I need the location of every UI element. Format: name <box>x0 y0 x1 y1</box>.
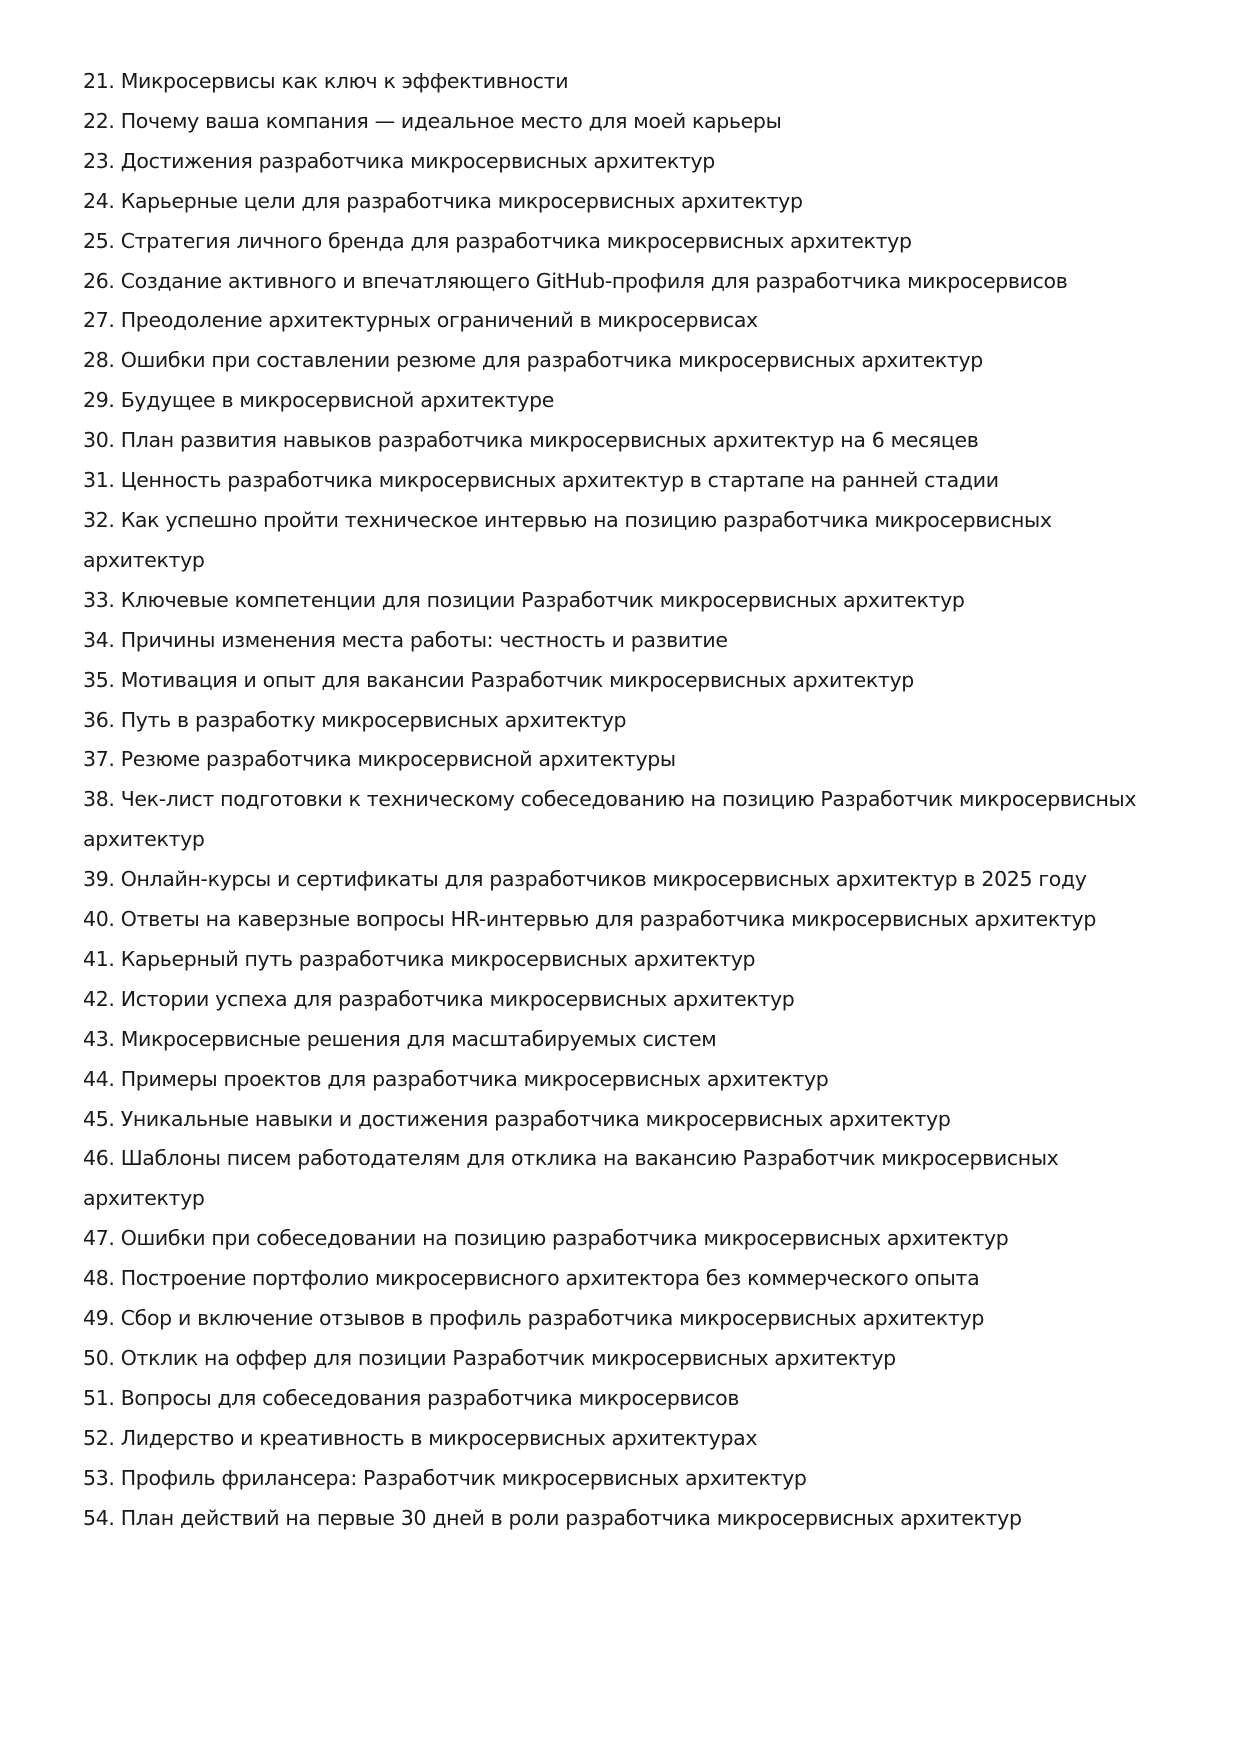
list-item: 23. Достижения разработчика микросервисных архитектур <box>83 148 715 173</box>
list-item: 25. Стратегия личного бренда для разработчика микросервисных архитектур <box>83 228 912 253</box>
list-item: 32. Как успешно пройти техническое интервью на позицию разработчика микросервисных архитектур <box>83 507 1052 572</box>
list-item: 40. Ответы на каверзные вопросы HR-интервью для разработчика микросервисных архитектур <box>83 907 1096 932</box>
list-item: 53. Профиль фрилансера: Разработчик микросервисных архитектур <box>83 1465 807 1490</box>
list-item: 54. План действий на первые 30 дней в роли разработчика микросервисных архитектур <box>83 1505 1022 1530</box>
list-item: 41. Карьерный путь разработчика микросервисных архитектур <box>83 946 756 971</box>
list-item: 30. План развития навыков разработчика микросервисных архитектур на 6 месяцев <box>83 428 979 453</box>
list-item: 28. Ошибки при составлении резюме для разработчика микросервисных архитектур <box>83 348 983 373</box>
list-item: 31. Ценность разработчика микросервисных архитектур в стартапе на ранней стадии <box>83 468 999 493</box>
list-item: 35. Мотивация и опыт для вакансии Разработчик микросервисных архитектур <box>83 667 914 692</box>
list-item: 27. Преодоление архитектурных ограничений в микросервисах <box>83 308 758 333</box>
list-item: 29. Будущее в микросервисной архитектуре <box>83 388 555 413</box>
list-item: 39. Онлайн-курсы и сертификаты для разработчиков микросервисных архитектур в 2025 году <box>83 867 1087 892</box>
list-item: 24. Карьерные цели для разработчика микросервисных архитектур <box>83 188 803 213</box>
list-item: 33. Ключевые компетенции для позиции Разработчик микросервисных архитектур <box>83 587 965 612</box>
list-item: 51. Вопросы для собеседования разработчика микросервисов <box>83 1385 740 1410</box>
list-item: 52. Лидерство и креативность в микросервисных архитектурах <box>83 1425 758 1450</box>
list-item: 38. Чек-лист подготовки к техническому собеседованию на позицию Разработчик микросервисных архитектур <box>83 787 1137 852</box>
list-item: 43. Микросервисные решения для масштабируемых систем <box>83 1026 717 1051</box>
list-item: 36. Путь в разработку микросервисных архитектур <box>83 707 627 732</box>
list-item: 49. Сбор и включение отзывов в профиль разработчика микросервисных архитектур <box>83 1306 984 1331</box>
list-item: 45. Уникальные навыки и достижения разработчика микросервисных архитектур <box>83 1106 951 1131</box>
document-page <box>83 62 1163 1539</box>
list-item: 21. Микросервисы как ключ к эффективности <box>83 69 569 93</box>
list-item: 22. Почему ваша компания — идеальное место для моей карьеры <box>83 108 782 133</box>
list-item: 50. Отклик на оффер для позиции Разработчик микросервисных архитектур <box>83 1346 896 1370</box>
topic-list <box>83 62 1163 1539</box>
list-item: 47. Ошибки при собеседовании на позицию разработчика микросервисных архитектур <box>83 1226 1009 1251</box>
list-item: 37. Резюме разработчика микросервисной архитектуры <box>83 747 676 772</box>
list-item: 44. Примеры проектов для разработчика микросервисных архитектур <box>83 1066 829 1091</box>
list-item: 42. Истории успеха для разработчика микросервисных архитектур <box>83 986 795 1011</box>
list-item: 48. Построение портфолио микросервисного архитектора без коммерческого опыта <box>83 1266 980 1291</box>
list-item: 34. Причины изменения места работы: честность и развитие <box>83 627 728 652</box>
list-item: 46. Шаблоны писем работодателям для отклика на вакансию Разработчик микросервисных архитектур <box>83 1146 1059 1211</box>
list-item: 26. Создание активного и впечатляющего GitHub-профиля для разработчика микросервисов <box>83 268 1068 293</box>
